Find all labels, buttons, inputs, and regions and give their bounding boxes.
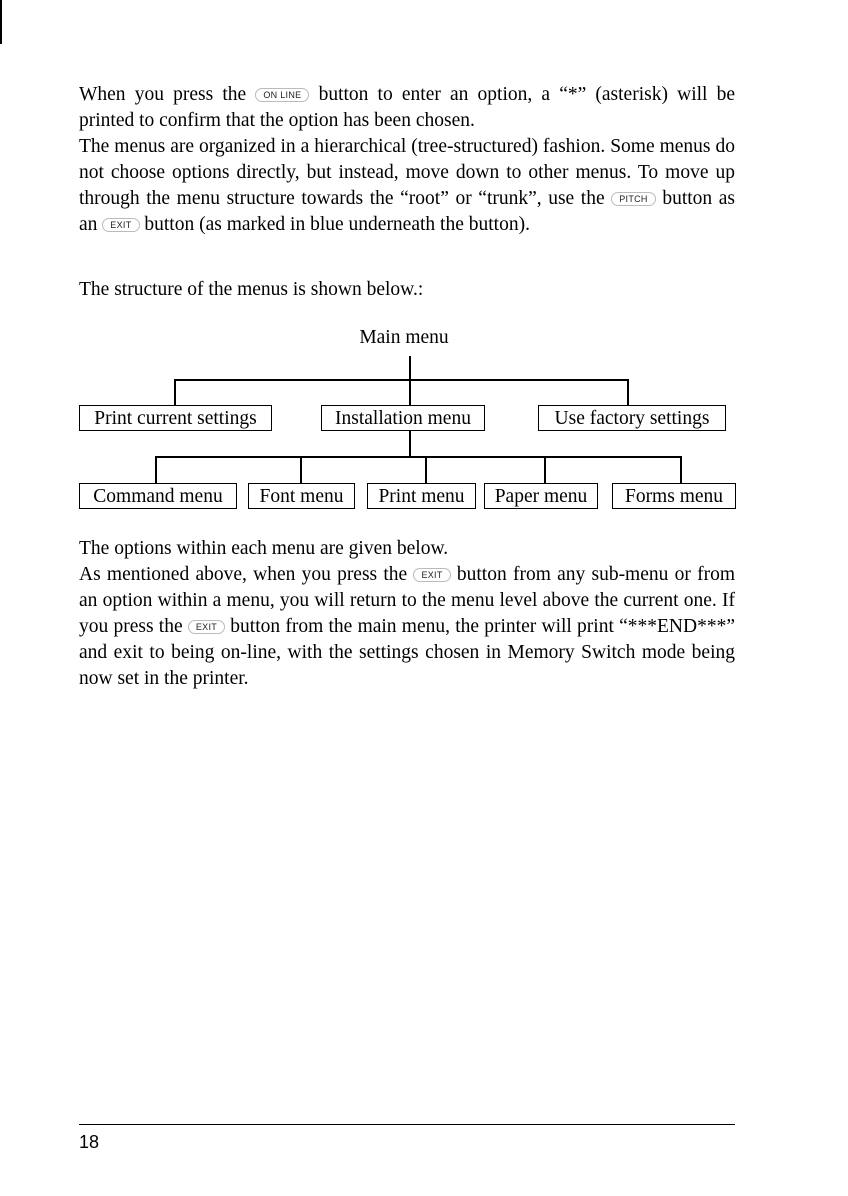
paragraph-text: The structure of the menus is shown below.:	[79, 279, 424, 300]
box-font-menu: Font menu	[248, 483, 355, 509]
tree-connector	[174, 379, 176, 405]
tree-connector	[544, 456, 546, 483]
box-paper-menu: Paper menu	[484, 483, 598, 509]
box-use-factory-settings: Use factory settings	[538, 405, 726, 431]
tree-connector	[680, 456, 682, 483]
paragraph-text: When you press the	[79, 84, 256, 105]
box-print-current-settings: Print current settings	[79, 405, 272, 431]
pitch-key-icon: PITCH	[611, 192, 656, 206]
paragraph-menu-structure	[79, 134, 735, 238]
box-command-menu: Command menu	[79, 483, 237, 509]
tree-connector	[409, 379, 411, 405]
tree-connector	[409, 356, 411, 380]
page-number: 18	[79, 1132, 100, 1152]
paragraph-text: button from any sub-menu or from an option within a menu, you will return to the menu level above the current one. If you press the	[79, 564, 735, 637]
paragraph-text: As mentioned above, when you press the	[79, 564, 414, 585]
online-key-icon: ON LINE	[255, 88, 309, 102]
paragraph-text: button (as marked in blue underneath the button).	[139, 214, 530, 235]
exit-key-icon: EXIT	[413, 568, 450, 582]
tree-connector	[155, 456, 157, 483]
tree-connector	[155, 456, 681, 458]
paragraph-online-button	[79, 82, 735, 134]
tree-connector	[627, 379, 629, 405]
paragraph-text: The options within each menu are given below.	[79, 538, 449, 559]
paragraph-text: The menus are organized in a hierarchical (tree-structured) fashion. Some menus do not choose options directly, but instead, move down to other menus. To move up through the menu structure towards the “root” or “trunk”, use the	[79, 136, 735, 209]
paragraph-structure-intro	[79, 277, 735, 303]
footer-divider	[79, 1124, 735, 1125]
paragraph-text: button to enter an option, a “*” (asterisk) will be printed to confirm that the option has been chosen.	[79, 84, 735, 131]
exit-key-icon: EXIT	[102, 218, 139, 232]
tree-connector	[409, 431, 411, 457]
tree-connector	[425, 456, 427, 483]
tree-connector	[174, 379, 629, 381]
tree-connector	[300, 456, 302, 483]
tree-root-main-menu: Main menu	[359, 327, 449, 348]
paragraph-exit-behavior	[79, 536, 735, 692]
box-installation-menu: Installation menu	[321, 405, 485, 431]
paragraph-text: button as an	[79, 188, 735, 235]
scan-edge-mark	[0, 0, 2, 44]
exit-key-icon: EXIT	[188, 620, 225, 634]
paragraph-text: button from the main menu, the printer will print “***END***” and exit to being on-line, with the settings chosen in Memory Switch mode being now set in the printer.	[79, 616, 736, 689]
box-forms-menu: Forms menu	[612, 483, 736, 509]
box-print-menu: Print menu	[367, 483, 476, 509]
